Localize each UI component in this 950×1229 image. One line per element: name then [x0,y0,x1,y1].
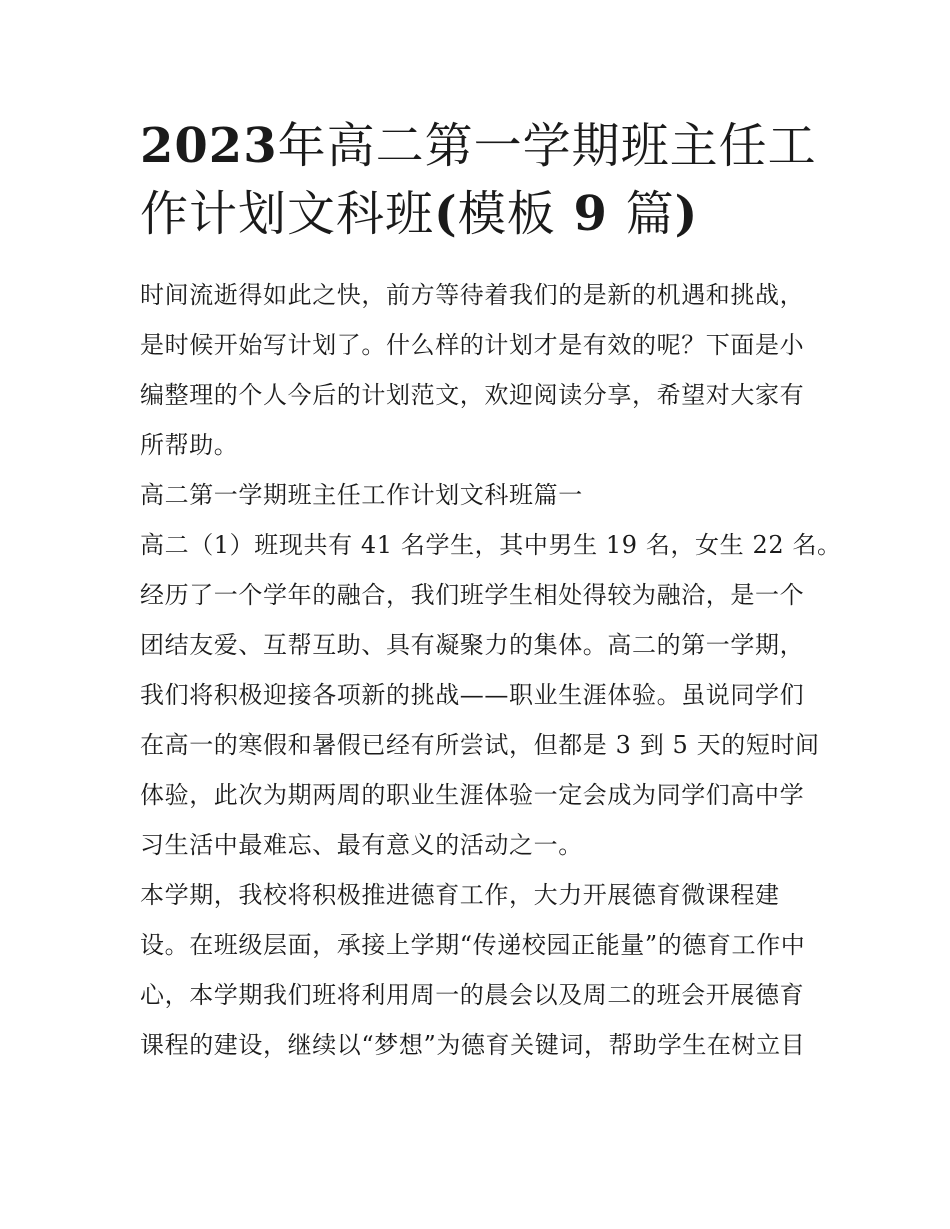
text-line: 我们将积极迎接各项新的挑战——职业生涯体验。虽说同学们 [140,681,805,709]
document-body [140,270,842,1070]
title-text: 作计划文科班 [140,186,435,242]
document-page [140,112,842,1070]
title-line-1 [140,112,817,180]
title-paren-close: ) [674,186,699,242]
title-line-2 [140,180,812,248]
text-line: 体验，此次为期两周的职业生涯体验一定会成为同学们高中学 [140,781,805,809]
intro-paragraph [140,270,812,470]
title-year: 2023 [140,118,278,174]
text-line: 是时候开始写计划了。什么样的计划才是有效的呢？下面是小 [140,331,805,359]
section-heading-text: 高二第一学期班主任工作计划文科班篇一 [140,481,583,509]
text-line: 团结友爱、互帮互助、具有凝聚力的集体。高二的第一学期， [140,631,805,659]
title-text: 模板 [457,186,556,242]
title-paren-open: ( [434,186,458,242]
moral-education-paragraph [140,870,812,1070]
text-line: 所帮助。 [140,431,239,459]
text-line: 本学期，我校将积极推进德育工作，大力开展德育微课程建 [140,881,780,909]
text-line: 编整理的个人今后的计划范文，欢迎阅读分享，希望对大家有 [140,381,805,409]
text-line: 经历了一个学年的融合，我们班学生相处得较为融洽，是一个 [140,581,805,609]
text-line: 时间流逝得如此之快，前方等待着我们的是新的机遇和挑战， [140,281,805,309]
class-overview-paragraph [140,520,842,870]
document-title [140,112,817,248]
text-line: 习生活中最难忘、最有意义的活动之一。 [140,831,583,859]
text-line: 课程的建设，继续以“梦想”为德育关键词，帮助学生在树立目 [140,1031,806,1059]
text-line: 高二（1）班现共有 41 名学生，其中男生 19 名，女生 22 名。 [140,531,842,559]
title-text: 篇 [625,186,675,242]
title-count: 9 [555,186,626,242]
section-heading [140,470,812,520]
text-line: 设。在班级层面，承接上学期“传递校园正能量”的德育工作中 [140,931,806,959]
title-text: 年高二第一学期班主任工 [277,118,817,174]
text-line: 在高一的寒假和暑假已经有所尝试，但都是 3 到 5 天的短时间 [140,731,820,759]
text-line: 心，本学期我们班将利用周一的晨会以及周二的班会开展德育 [140,981,805,1009]
